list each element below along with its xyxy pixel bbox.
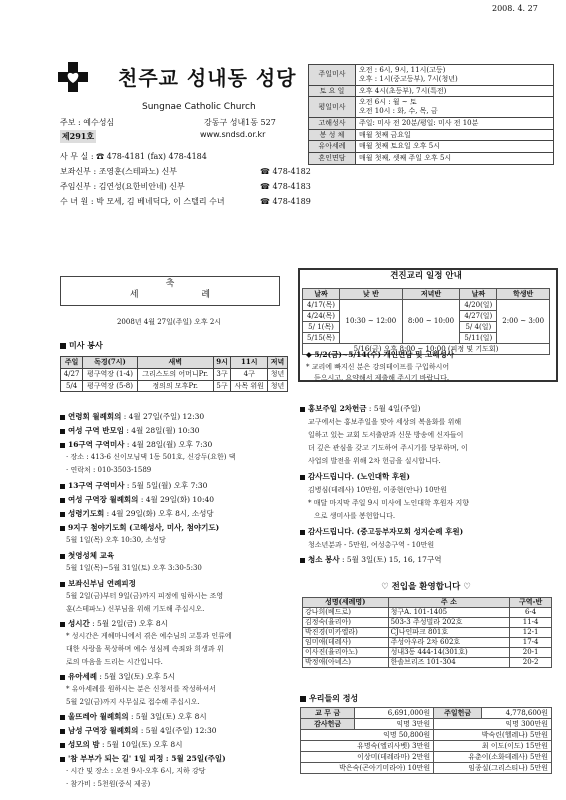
table-row: 4/17(목) 10:30 ~ 12:00 8:00 ~ 10:00 4/20(일) 2:00 ~ 3:00	[303, 300, 550, 311]
schedule-label: 토 요 일	[309, 85, 356, 97]
schedule-value: 주일: 미사 전 20분/평일: 미사 전 10분	[356, 117, 554, 129]
staff-name: 조영훈(스테파노) 신부	[98, 167, 178, 176]
schedule-value: 매월 첫째 토요일 오후 5시	[356, 141, 554, 153]
staff-role: 주임신부	[60, 182, 91, 191]
schedule-label: 평일미사	[309, 97, 356, 118]
schedule-label: 혼인면담	[309, 153, 356, 165]
welcome-table	[302, 597, 552, 668]
list-item: 남성 구역장 월례회의 : 5월 4일(주일) 12:30	[60, 726, 217, 735]
mass-schedule-table	[308, 64, 554, 165]
catechism-table	[302, 288, 550, 355]
table-row: 임미애(데레사) 주성아우라 2차 602호 17-4	[303, 638, 552, 648]
list-item: 성시간 : 5월 2일(금) 오후 8시	[60, 619, 168, 628]
staff-name: 박 모세, 김 베네딕다, 이 스텔리 수녀	[96, 197, 225, 206]
staff-phone: ☎ 478-4189	[260, 197, 311, 206]
table-row	[309, 129, 554, 141]
table-row: 강나희(베드로) 청구A. 101-1405 6-4	[303, 608, 552, 618]
staff-name: 김연성(요한비안네) 신부	[98, 182, 185, 191]
staff-office: 사 무 실 : ☎ 478-4181 (fax) 478-4184	[60, 152, 207, 161]
list-item: 13구역 구역미사 : 5월 5일(월) 오후 7:30	[60, 481, 207, 490]
list-item-detail: · 연락처 : 010-3503-1589	[66, 466, 152, 474]
list-item: 성모의 밤 : 5월 10일(토) 오후 8시	[60, 740, 182, 749]
celebration-date: 2008년 4월 27일(주일) 오후 2시	[116, 318, 222, 326]
list-item: 여성 구역 반모임 : 4월 28일(월) 10:30	[60, 426, 200, 435]
table-row: 박정애(아녜스) 한솔브리즈 101-304 20-2	[303, 658, 552, 668]
mass-service-table	[60, 356, 288, 392]
schedule-label: 유아세례	[309, 141, 356, 153]
table-row	[309, 85, 554, 97]
schedule-value: 매월 첫째, 셋째 주일 오후 5시	[356, 153, 554, 165]
catechism-note: * 교리에 빠지신 분은 강의테이프를 구입하시어	[306, 363, 450, 371]
table-row: 김정숙(율리아) 503-3 주성빌라 202호 11-4	[303, 618, 552, 628]
list-item: 16구역 구역미사 : 4월 28일(월) 오후 7:30	[60, 440, 212, 449]
table-row: 4/24(목) 4/27(일)	[303, 311, 550, 322]
welcome-title: ♡ 전입을 환영합니다 ♡	[381, 582, 471, 592]
catechism-title: 견진교리 일정 안내	[390, 271, 462, 281]
list-item-detail: 으로 생미사를 봉헌합니다.	[314, 512, 396, 520]
list-item-detail: · 시간 및 장소 : 오전 9시-오후 6시, 지하 강당	[66, 767, 206, 775]
list-item-detail: * 매달 마지막 주일 9시 미사에 노인대학 후원자 지향	[308, 499, 469, 507]
table-row	[309, 97, 554, 118]
table-header-row: 날짜 낮 반 저녁반 날짜 학생반	[303, 289, 550, 300]
list-item-detail: 대한 사랑을 묵상하며 예수 성심께 속죄와 희생과 위	[66, 645, 224, 653]
list-item-detail: 로의 마음을 드리는 시간입니다.	[66, 658, 163, 666]
church-subtitle: Sungnae Catholic Church	[142, 102, 256, 112]
list-item-detail: 청소년분과 - 5만원, 여성총구역 - 10만원	[308, 541, 435, 549]
staff-role: 수 녀 원	[60, 197, 89, 206]
list-item: 연령회 월례회의 : 4월 27일(주일) 12:30	[60, 412, 204, 421]
table-row	[309, 117, 554, 129]
list-item-detail: 5월 2일(금)부터 9일(금)까지 피정에 임하시는 조영	[66, 592, 224, 600]
table-row	[309, 141, 554, 153]
schedule-value: 매월 첫째 금요일	[356, 129, 554, 141]
table-row: 박진경(미카엘라) CJ나인파크 801호 12-1	[303, 628, 552, 638]
table-row: 익명 50,800원 박숙린(헬레나) 5만원	[301, 730, 552, 741]
schedule-label: 봉 성 체	[309, 129, 356, 141]
schedule-label: 주일미사	[309, 65, 356, 86]
table-row: 교 무 금 6,691,000원 주일헌금 4,778,600원	[301, 708, 552, 719]
staff-role: 보좌신부	[60, 167, 91, 176]
list-item: 9지구 첨야기도회 (고해성사, 미사, 첨야기도)	[60, 523, 219, 532]
staff-assistant-priest: 보좌신부 : 조영훈(스테파노) 신부	[60, 167, 178, 176]
list-item: 홍보주일 2차헌금 : 5월 4일(주일)	[300, 404, 421, 413]
table-row: 5/16(금) 오후 8:00 ~ 10:00 (피정 및 기도회)	[303, 344, 550, 355]
table-row	[309, 65, 554, 86]
catechism-note: 듣으시고, 요약해서 제출해 주시기 바랍니다.	[314, 374, 450, 382]
table-row: 5/4 평구역장 (5-8) 정의의 모후Pr. 5구 사목 위원 청년	[61, 380, 288, 392]
staff-phone: ☎ 478-4183	[260, 182, 311, 191]
table-header-row: 주일 독경(7시) 새벽 9시 11시 저녁	[61, 357, 288, 369]
table-row: 감사헌금 익명 3만원 익명 300만원	[301, 719, 552, 730]
list-item-detail: · 장소 : 413-6 신이모님댁 1동 501호, 신강두(요한) 댁	[66, 453, 236, 461]
list-item-detail: 김병심(데레사) 10만원, 이종현(안나) 10만원	[308, 486, 448, 494]
schedule-value: 오전 : 6시, 9시, 11시(고등) 오후 : 1시(중고등부), 7시(청년)	[356, 65, 554, 86]
list-item-detail: * 유아세례를 원하시는 분은 신청서를 작성하셔서	[66, 685, 216, 693]
list-item: 감사드립니다. (중고등부자모회 성지순례 후원)	[300, 527, 463, 536]
offerings-heading: 우리들의 정성	[300, 693, 358, 703]
bulletin-date: 2008. 4. 27	[492, 4, 538, 13]
table-row: 이상미(데레라마) 2만원 유춘이(소화데레사) 5만원	[301, 752, 552, 763]
list-item: 성령기도회 : 4월 29일(화) 오후 8시, 소성당	[60, 509, 214, 518]
mass-service-heading: 미사 봉사	[60, 340, 103, 350]
celebration-box	[60, 276, 280, 306]
table-row: 4/27 평구역장 (1-4) 그리스도의 어머니Pr. 3구 4구 청년	[61, 368, 288, 380]
celebration-title: 축	[165, 279, 175, 289]
list-item: '참 부부가 되는 길' 1일 피정 : 5월 25일(주일)	[60, 754, 226, 763]
list-item: 첫영성체 교육	[60, 551, 114, 560]
list-item-detail: 교구에서는 홍보주일을 맞아 세상의 복음화를 위해	[308, 418, 462, 426]
list-item: 청소 봉사 : 5월 3일(토) 15, 16, 17구역	[300, 555, 441, 564]
staff-role: 사 무 실	[60, 152, 89, 161]
list-item-detail: * 성시간은 게헤마니에서 겪은 예수님의 고통과 인류에	[66, 632, 232, 640]
table-row: 박은숙(곤아기미라아) 10만원 임종실(그리스티나) 5만원	[301, 763, 552, 774]
church-logo-icon	[58, 62, 88, 92]
list-item: 유아세례 : 5월 3일(토) 오후 5시	[60, 672, 175, 681]
list-item-detail: 일하고 있는 교회 도서출판과 신문 방송에 신자들이	[308, 431, 464, 439]
patron-label: 주보 : 예수성심	[60, 118, 115, 127]
list-item-detail: 사업의 발전을 위해 2차 헌금을 실시합니다.	[308, 457, 441, 465]
issue-number: 제291호	[61, 131, 95, 141]
list-item: 울뜨레아 월례회의 : 5월 3일(토) 오후 8시	[60, 712, 207, 721]
list-item-detail: 5월 2일(금)까지 사무실로 접수해 주십시오.	[66, 698, 200, 706]
schedule-label: 고해성사	[309, 117, 356, 129]
website-link[interactable]: www.sndsd.or.kr	[200, 130, 266, 139]
schedule-value: 오전 6시 : 월 ~ 토 오전 10시 : 화, 수, 목, 금	[356, 97, 554, 118]
church-address: 강동구 성내1동 527	[204, 118, 276, 127]
list-item: 여성 구역장 월례회의 : 4월 29일(화) 10:40	[60, 495, 214, 504]
list-item-detail: 더 깊은 관심을 갖고 기도하여 주시기를 당부하며, 이	[308, 444, 468, 452]
table-header-row: 성명(세례명) 주 소 구역-반	[303, 598, 552, 608]
list-item-detail: 5월 1일(목)~5월 31일(토) 오후 3:30-5:30	[66, 564, 202, 572]
catechism-note-title: ◆ 5/2(금)~5/14(수) 개인면담 및 고해성사	[306, 350, 454, 359]
list-item-detail: · 참가비 : 5천원(중식 제공)	[66, 780, 151, 788]
celebration-subtitle: 세 례	[129, 290, 241, 301]
church-title: 천주교 성내동 성당	[118, 66, 297, 90]
table-row: 5/15(목) 5/11(일)	[303, 333, 550, 344]
table-row: 유명숙(엘리사벳) 3만원 최 이도(이도) 15만원	[301, 741, 552, 752]
staff-phone: ☎ 478-4182	[260, 167, 311, 176]
schedule-value: 오후 4시(초등부), 7시(특전)	[356, 85, 554, 97]
staff-convent: 수 녀 원 : 박 모세, 김 베네딕다, 이 스텔리 수녀	[60, 197, 225, 206]
offerings-table	[300, 707, 552, 774]
table-row: 이사진(율리아노) 성내3동 444-14(301호) 20-1	[303, 648, 552, 658]
staff-pastor: 주임신부 : 김연성(요한비안네) 신부	[60, 182, 185, 191]
table-row	[309, 153, 554, 165]
table-row: 5/ 1(목) 5/ 4(일)	[303, 322, 550, 333]
list-item: 감사드립니다. (노인대학 후원)	[300, 472, 410, 481]
staff-contact: ☎ 478-4181 (fax) 478-4184	[96, 152, 207, 161]
list-item-detail: 훈(스테파노) 신부님을 위해 기도해 주십시오.	[66, 605, 205, 613]
list-item-detail: 5월 1일(목) 오후 10:30, 소성당	[66, 536, 166, 544]
list-item: 보좌신부님 연례피정	[60, 579, 136, 588]
